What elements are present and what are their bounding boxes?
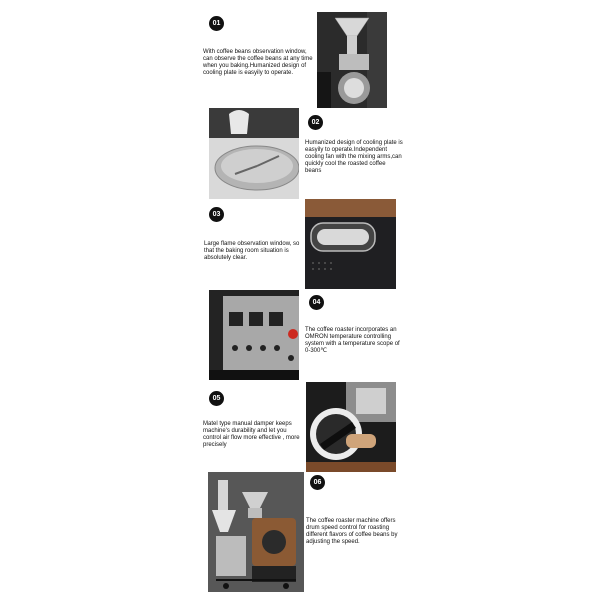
feature-number-badge: 01 xyxy=(209,16,224,31)
photo-hopper-observation-window xyxy=(317,12,387,108)
feature-description: The coffee roaster incorporates an OMRON temperature controlling system with a temperature scope of 0-300℃ xyxy=(305,327,400,354)
feature-number-badge: 02 xyxy=(308,115,323,130)
feature-description: Matel type manual damper keeps machine's durability and let you control air flow more effective , more precisely xyxy=(203,421,300,448)
feature-number-badge: 06 xyxy=(310,475,325,490)
feature-description: The coffee roaster machine offers drum speed control for roasting different flavors of coffee beans by adjusting the speed. xyxy=(306,518,398,545)
feature-description: With coffee beans observation window, can observe the coffee beans at any time when you baking.Humanized design of cooling plate is easyily to operate. xyxy=(203,49,313,76)
photo-manual-damper xyxy=(306,382,396,472)
feature-number-badge: 05 xyxy=(209,391,224,406)
feature-number-badge: 04 xyxy=(309,295,324,310)
photo-coffee-roaster-machine xyxy=(208,472,304,592)
photo-temperature-control-panel xyxy=(209,290,299,380)
feature-description: Large flame observation window, so that the baking room situation is absolutely clear. xyxy=(204,241,300,261)
photo-flame-observation-window xyxy=(305,199,396,289)
photo-cooling-plate xyxy=(209,108,299,199)
feature-description: Humanized design of cooling plate is easyily to operate.Independent cooling fan with the mixing arms,can quickly cool the roasted coffee beans xyxy=(305,140,403,174)
feature-number-badge: 03 xyxy=(209,207,224,222)
